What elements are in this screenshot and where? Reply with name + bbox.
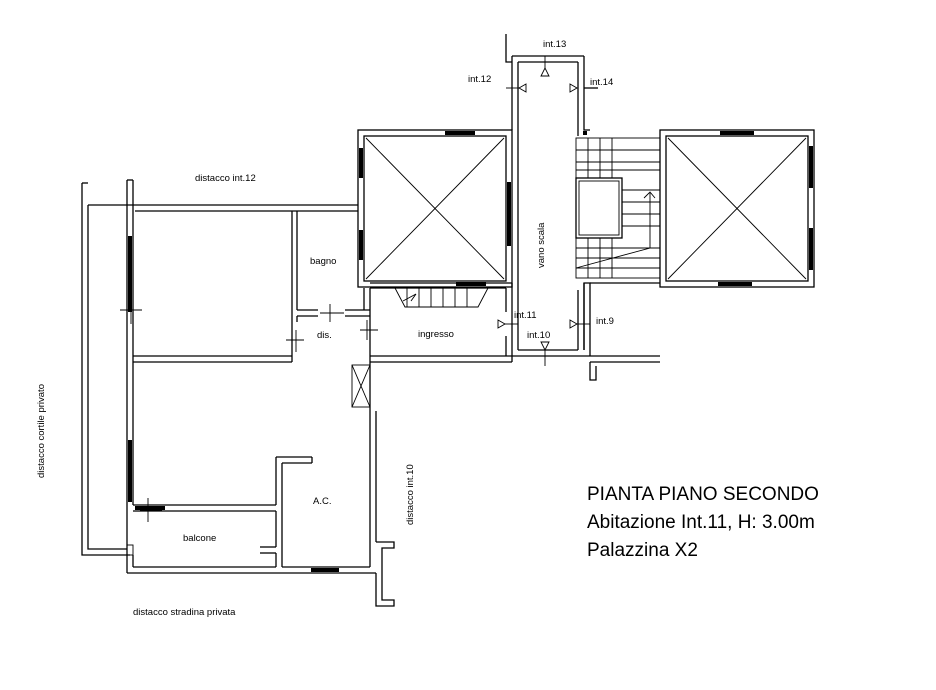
room-label-vano-scala: vano scala <box>536 222 547 268</box>
plan-building: Palazzina X2 <box>587 540 698 561</box>
plan-subtitle: Abitazione Int.11, H: 3.00m <box>587 512 815 533</box>
boundary-label-left: distacco cortile privato <box>36 384 47 478</box>
unit-label-int11: int.11 <box>514 310 537 321</box>
stairwell-walls <box>506 34 660 380</box>
main-stairs <box>576 138 660 278</box>
door-markers <box>120 296 378 522</box>
unit-label-int9: int.9 <box>596 316 614 327</box>
ingresso-walls <box>370 283 512 362</box>
module-left <box>358 130 512 287</box>
boundary-label-right: distacco int.10 <box>405 464 416 525</box>
unit-label-int14: int.14 <box>590 77 614 88</box>
windows <box>128 236 339 572</box>
boundary-label-bottom: distacco stradina privata <box>133 607 236 618</box>
room-label-bagno: bagno <box>310 256 337 267</box>
unit-label-int13: int.13 <box>543 39 567 50</box>
boundary-label-top: distacco int.12 <box>195 173 256 184</box>
unit-label-int12: int.12 <box>468 74 492 85</box>
room-label-ac: A.C. <box>313 496 332 507</box>
room-label-balcone: balcone <box>183 533 217 544</box>
unit-label-int10: int.10 <box>527 330 551 341</box>
room-label-dis: dis. <box>317 330 332 341</box>
room-label-ingresso: ingresso <box>418 329 454 340</box>
module-right <box>583 130 814 287</box>
plan-title: PIANTA PIANO SECONDO <box>587 484 819 505</box>
